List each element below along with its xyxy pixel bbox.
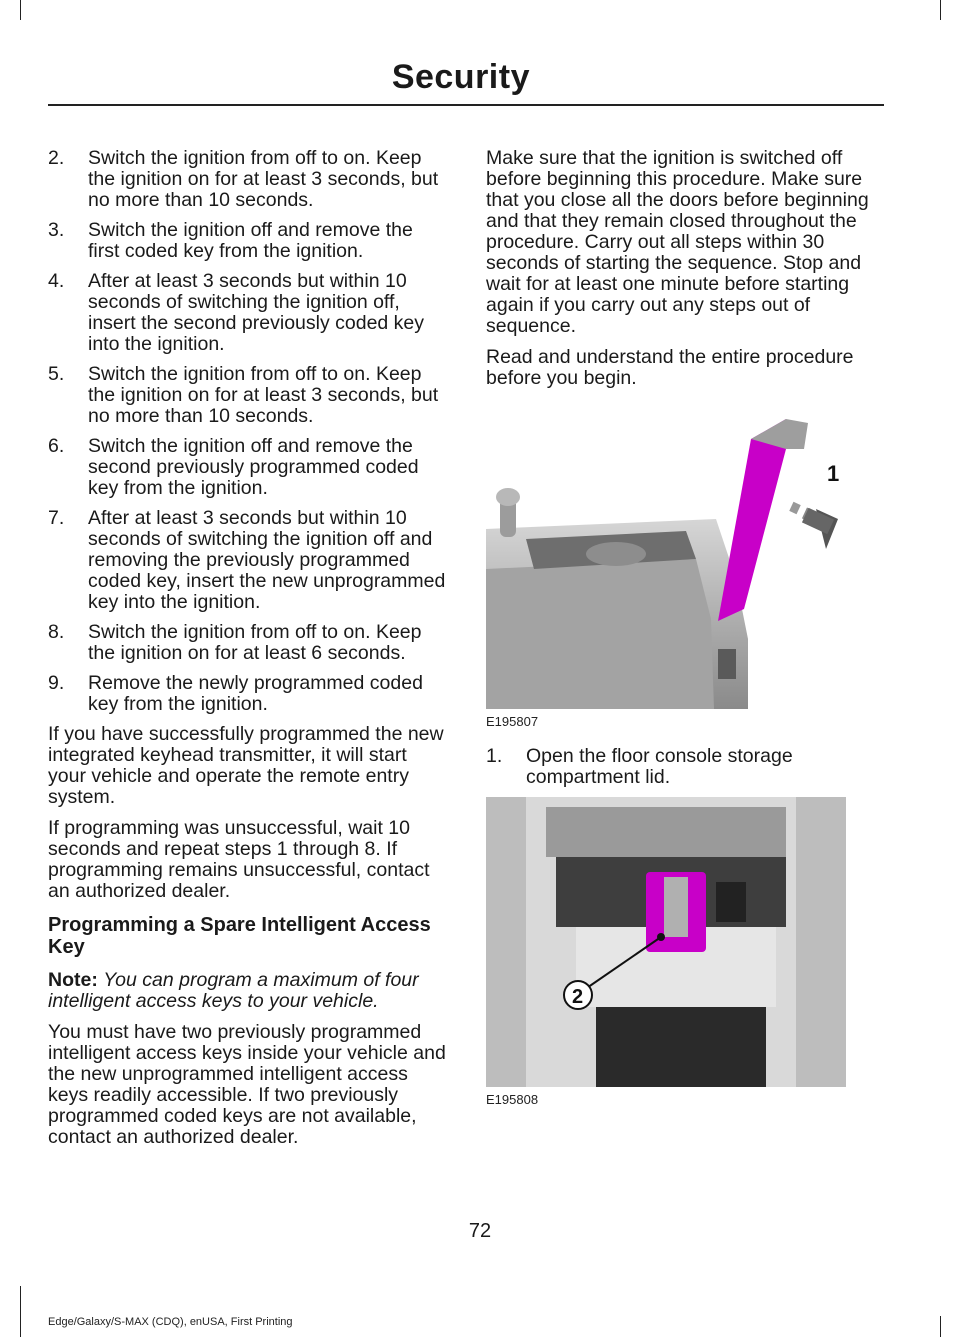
paragraph-success: If you have successfully programmed the new integrated keyhead transmitter, it will start your vehicle and operate the remote entry system. — [48, 723, 444, 808]
list-item: 4. After at least 3 seconds but within 10 seconds of switching the ignition off, insert the second previously coded key into the ignition. — [48, 270, 425, 355]
note — [48, 970, 448, 1012]
paragraph-unsuccessful: If programming was unsuccessful, wait 10 seconds and repeat steps 1 through 8. If programming remains unsuccessful, contact an authorized dealer. — [48, 817, 430, 902]
cup-holder — [586, 542, 646, 566]
callout-2: 2 — [572, 986, 584, 1008]
crop-mark-top-left-v — [20, 0, 21, 20]
list-item: 9. Remove the newly programmed coded key from the ignition. — [48, 672, 423, 715]
side-vent — [718, 649, 736, 679]
crop-mark-top-right-v — [940, 0, 941, 20]
paragraph-requirements: You must have two previously programmed intelligent access keys inside your vehicle and the new unprogrammed intelligent access keys readily accessible. If two previously programmed coded keys are not available, contact an authorized dealer. — [48, 1021, 446, 1148]
list-item: 5. Switch the ignition from off to on. Keep the ignition on for at least 3 seconds, but no more than 10 seconds. — [48, 363, 439, 427]
figure-id: E195807 — [486, 714, 539, 729]
note-text: You can program a maximum of four intelligent access keys to your vehicle. — [48, 969, 419, 1012]
compartment-illustration — [486, 797, 846, 1087]
right-column — [486, 148, 884, 1110]
right-trim — [796, 797, 846, 1087]
usb-port — [716, 882, 746, 922]
crop-mark-bottom-right-v — [940, 1316, 941, 1337]
console-lid-illustration — [486, 409, 846, 709]
header-rule — [48, 104, 884, 106]
lid-highlight — [718, 419, 786, 621]
paragraph-read: Read and understand the entire procedure before you begin. — [486, 346, 854, 389]
note-label: Note: — [48, 969, 98, 991]
key-slot — [664, 877, 688, 937]
left-column — [48, 148, 448, 1158]
list-item: 1. Open the floor console storage compartment lid. — [486, 745, 793, 788]
paragraph-intro: Make sure that the ignition is switched off before beginning this procedure. Make sure that you close all the doors before beginning and that they remain closed throughout the procedure. Carry out all steps within 30 seconds of starting the sequence. Stop and wait for at least one minute before starting again if you carry out any steps out of sequence. — [486, 147, 869, 337]
section-heading: Programming a Spare Intelligent Access Key — [48, 914, 431, 958]
list-item: 7. After at least 3 seconds but within 10 seconds of switching the ignition off and removing the previously programmed coded key, insert the new unprogrammed key into the ignition. — [48, 507, 446, 613]
list-item: 8. Switch the ignition from off to on. Keep the ignition on for at least 6 seconds. — [48, 621, 422, 664]
steps-list-right — [486, 746, 884, 788]
console-front — [486, 559, 714, 709]
left-trim — [486, 797, 526, 1087]
compartment-bottom — [596, 1007, 766, 1087]
list-item: 3. Switch the ignition off and remove the first coded key from the ignition. — [48, 219, 413, 262]
list-item: 6. Switch the ignition off and remove the second previously programmed coded key from the ignition. — [48, 435, 419, 499]
figure-id: E195808 — [486, 1092, 539, 1107]
page-number: 72 — [468, 1220, 492, 1242]
figure-console-lid — [486, 409, 846, 732]
page-title: Security — [391, 58, 530, 96]
callout-1: 1 — [827, 461, 840, 486]
steps-list — [48, 148, 448, 715]
figure-console-compartment — [486, 797, 846, 1110]
crop-mark-bottom-left-v — [20, 1286, 21, 1337]
arrow-icon — [789, 502, 838, 549]
footer-text: Edge/Galaxy/S-MAX (CDQ), enUSA, First Printing — [48, 1316, 293, 1328]
list-item: 2. Switch the ignition from off to on. Keep the ignition on for at least 3 seconds, but no more than 10 seconds. — [48, 147, 439, 211]
compartment-rim — [546, 807, 786, 857]
